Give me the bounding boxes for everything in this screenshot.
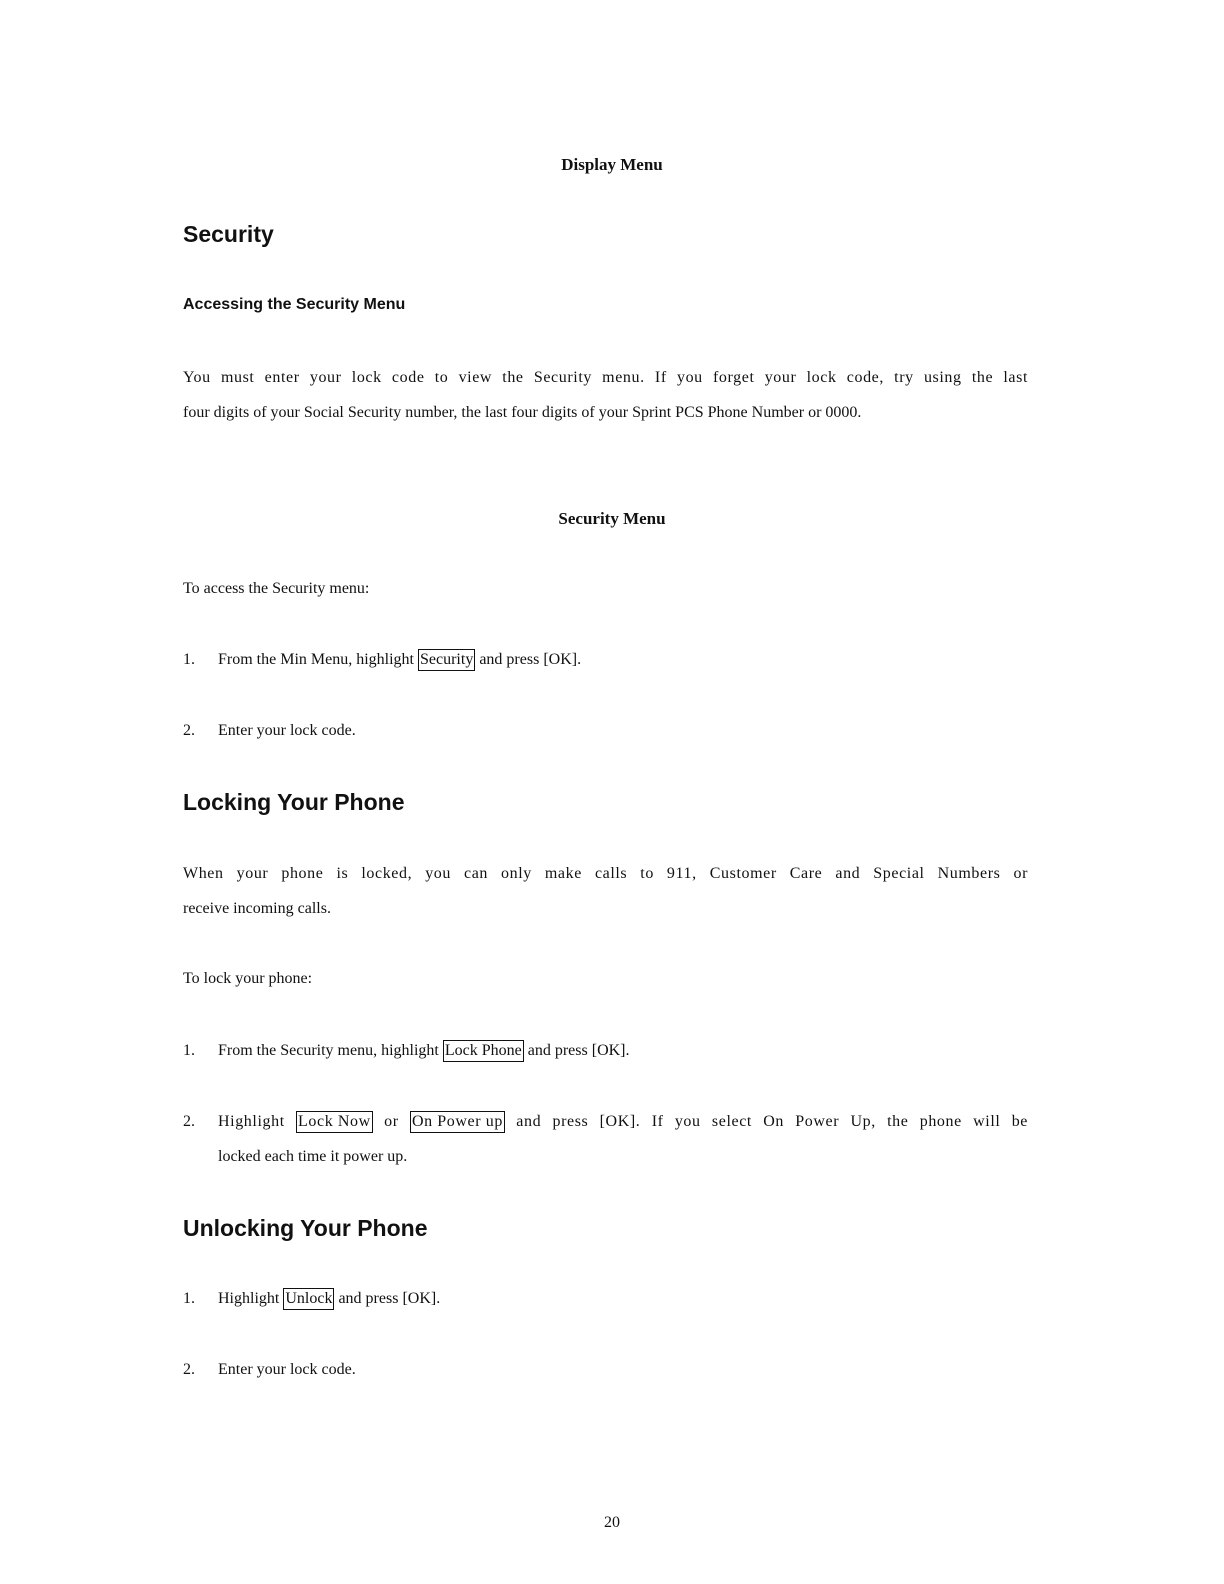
security-access-prompt: To access the Security menu:	[183, 580, 370, 597]
security-menu-caption: Security Menu	[558, 509, 666, 528]
section-title-locking: Locking Your Phone	[183, 789, 405, 815]
step-text: or	[372, 1113, 410, 1130]
locking-step-1	[183, 1033, 1028, 1068]
step-text: and press [OK].	[334, 1290, 441, 1307]
step-text: and press [OK].	[475, 651, 582, 668]
menu-item-lock-phone-box: Lock Phone	[443, 1040, 524, 1062]
menu-item-security-box: Security	[418, 649, 475, 671]
menu-item-lock-now-box: Lock Now	[296, 1111, 373, 1133]
security-step-1	[183, 642, 1028, 677]
locking-intro-paragraph	[183, 856, 1028, 926]
security-step-2	[183, 713, 1028, 748]
step-number: 2.	[183, 1361, 195, 1378]
menu-item-unlock-box: Unlock	[283, 1288, 334, 1310]
step-number: 2.	[183, 722, 195, 739]
step-number: 2.	[183, 1113, 195, 1130]
step-number: 1.	[183, 1042, 195, 1059]
step-number: 1.	[183, 651, 195, 668]
unlocking-step-1	[183, 1281, 1028, 1316]
step-number: 1.	[183, 1290, 195, 1307]
step-text-line-2: locked each time it power up.	[218, 1148, 408, 1165]
step-text: Enter your lock code.	[218, 722, 356, 739]
step-text: and press [OK].	[523, 1042, 630, 1059]
running-header-caption: Display Menu	[561, 155, 663, 174]
page-number: 20	[604, 1514, 620, 1528]
step-text: Enter your lock code.	[218, 1361, 356, 1378]
section-title-unlocking: Unlocking Your Phone	[183, 1215, 428, 1241]
security-intro-paragraph	[183, 360, 1028, 430]
section-title-security: Security	[183, 221, 274, 247]
locking-step-2	[183, 1104, 1028, 1174]
locking-intro-line-2: receive incoming calls.	[183, 900, 331, 917]
step-text: From the Min Menu, highlight	[218, 651, 418, 668]
locking-prompt: To lock your phone:	[183, 970, 313, 987]
security-intro-line-2: four digits of your Social Security number, the last four digits of your Sprint PCS Phone Number or 0000.	[183, 404, 862, 421]
menu-item-on-power-up-box: On Power up	[410, 1111, 505, 1133]
step-text: From the Security menu, highlight	[218, 1042, 443, 1059]
step-text: and press [OK]. If you select On Power Up, the phone will be	[504, 1113, 1028, 1130]
subsection-title-accessing-security: Accessing the Security Menu	[183, 296, 406, 313]
unlocking-step-2	[183, 1352, 1028, 1387]
locking-intro-line-1: When your phone is locked, you can only make calls to 911, Customer Care and Special Numbers or	[183, 865, 1028, 882]
step-text: Highlight	[218, 1113, 297, 1130]
step-text: Highlight	[218, 1290, 284, 1307]
security-intro-line-1: You must enter your lock code to view the Security menu. If you forget your lock code, try using the last	[183, 369, 1028, 386]
